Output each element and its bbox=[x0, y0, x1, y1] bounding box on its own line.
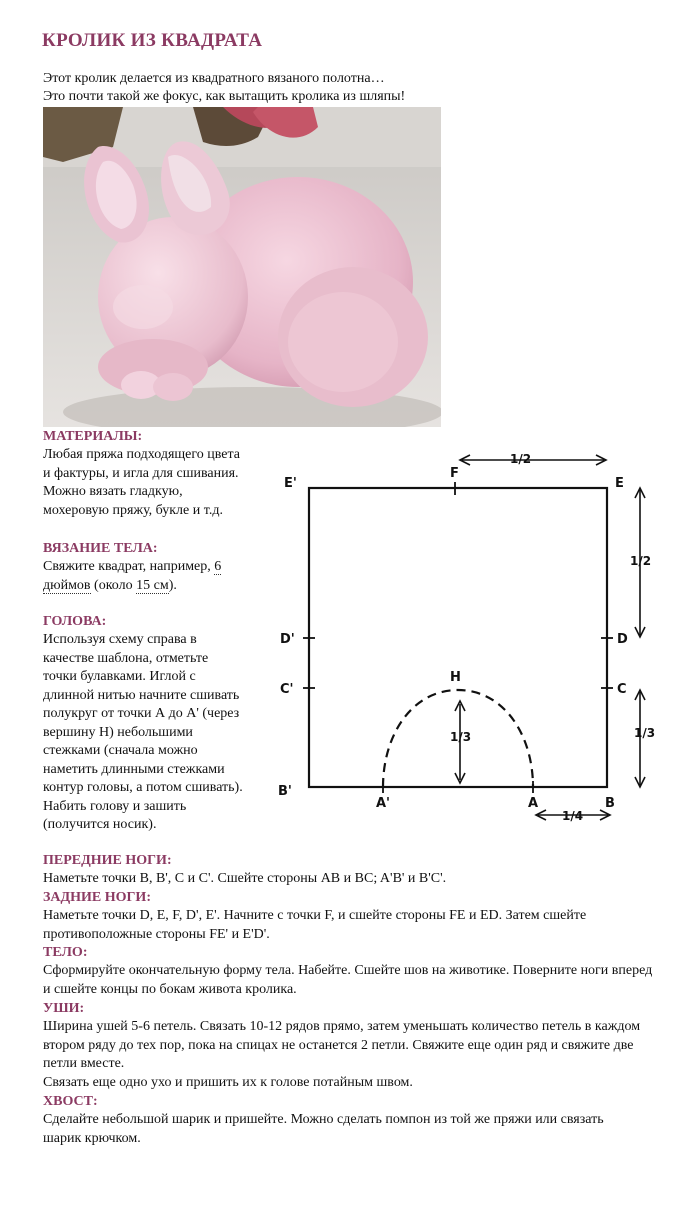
tail-heading: ХВОСТ: bbox=[43, 1094, 98, 1109]
measure-top-half: 1/2 bbox=[510, 452, 532, 466]
head-text: Используя схему справа в качестве шаблона, отметьте точки булавками. Иглой с длинной нитью начните сшивать полукруг от точки А до А' (через вершину Н) небольшими стежками (сначала можно наметить длинными стежками контур головы, а потом сшивать). Набить голову и зашить (получится носик). bbox=[43, 632, 243, 832]
label-a-prime: A' bbox=[376, 796, 391, 811]
ears-text: Ширина ушей 5-6 петель. Связать 10-12 рядов прямо, затем уменьшать количество петель в каждом втором ряду до тех пор, пока на спицах не останется 2 петли. Свяжите еще один ряд и свяжите две петли вместе. bbox=[43, 1019, 641, 1071]
body-knit-section bbox=[43, 540, 283, 595]
label-b-prime: B' bbox=[278, 784, 292, 799]
intro-text bbox=[43, 70, 405, 106]
measure-bottom-quarter: 1/4 bbox=[562, 809, 584, 823]
torso-text: Сформируйте окончательную форму тела. Набейте. Сшейте шов на животике. Поверните ноги вперед и сшейте концы по бокам живота кролика. bbox=[43, 963, 653, 997]
hind-legs-text: Наметьте точки D, E, F, D', E'. Начните с точки F, и сшейте стороны FE и ED. Затем сшейте противоположные стороны FE' и E'D'. bbox=[43, 908, 587, 942]
label-h: H bbox=[450, 670, 461, 685]
tail-section bbox=[43, 1093, 673, 1148]
head-heading: ГОЛОВА: bbox=[43, 614, 107, 629]
hind-legs-section bbox=[43, 889, 673, 944]
hind-legs-heading: ЗАДНИЕ НОГИ: bbox=[43, 890, 151, 905]
front-legs-section bbox=[43, 852, 673, 889]
label-f: F bbox=[450, 466, 459, 481]
intro-line-2: Это почти такой же фокус, как вытащить кролика из шляпы! bbox=[43, 89, 406, 104]
intro-line-1: Этот кролик делается из квадратного вязаного полотна… bbox=[43, 71, 385, 86]
label-b: B bbox=[605, 796, 615, 811]
cm-link[interactable]: 15 см bbox=[136, 577, 169, 593]
head-section bbox=[43, 613, 283, 835]
ears-section bbox=[43, 1000, 673, 1092]
tail-text: Сделайте небольшой шарик и пришейте. Можно сделать помпон из той же пряжи или связать шарик крючком. bbox=[43, 1112, 604, 1146]
materials-text: Любая пряжа подходящего цвета и фактуры, и игла для сшивания. Можно вязать гладкую, мохеровую пряжу, букле и т.д. bbox=[43, 447, 241, 518]
measure-right-third: 1/3 bbox=[634, 726, 656, 740]
body-knit-heading: ВЯЗАНИЕ ТЕЛА: bbox=[43, 541, 158, 556]
label-c: C bbox=[617, 682, 627, 697]
body-knit-text-after: ). bbox=[168, 577, 177, 593]
label-e: E bbox=[615, 476, 624, 491]
rabbit-photo bbox=[43, 107, 441, 427]
materials-heading: МАТЕРИАЛЫ: bbox=[43, 429, 143, 444]
pattern-diagram bbox=[272, 445, 682, 835]
front-legs-text: Наметьте точки B, B', C и C'. Сшейте стороны AB и BC; A'B' и B'C'. bbox=[43, 871, 447, 886]
body-knit-text bbox=[43, 558, 243, 595]
pattern-diagram-svg bbox=[272, 445, 682, 835]
torso-section bbox=[43, 944, 673, 999]
label-d: D bbox=[617, 632, 628, 647]
page-title: КРОЛИК ИЗ КВАДРАТА bbox=[42, 30, 263, 51]
inches-link[interactable]: 6 дюймов bbox=[43, 559, 222, 593]
label-e-prime: E' bbox=[284, 476, 297, 491]
ears-heading: УШИ: bbox=[43, 1001, 85, 1016]
body-knit-text-before: Свяжите квадрат, например, bbox=[43, 559, 215, 574]
ears-text-2: Связать еще одно ухо и пришить их к голове потайным швом. bbox=[43, 1074, 413, 1090]
label-c-prime: C' bbox=[280, 682, 294, 697]
front-legs-heading: ПЕРЕДНИЕ НОГИ: bbox=[43, 853, 172, 868]
label-a: A bbox=[528, 796, 539, 811]
materials-section bbox=[43, 428, 283, 520]
body-knit-text-mid: (около bbox=[90, 577, 137, 593]
knitted-pink-rabbit-photo-icon bbox=[43, 107, 441, 427]
measure-right-half: 1/2 bbox=[630, 554, 652, 568]
measure-height-third: 1/3 bbox=[450, 730, 472, 744]
torso-heading: ТЕЛО: bbox=[43, 945, 88, 960]
label-d-prime: D' bbox=[280, 632, 295, 647]
